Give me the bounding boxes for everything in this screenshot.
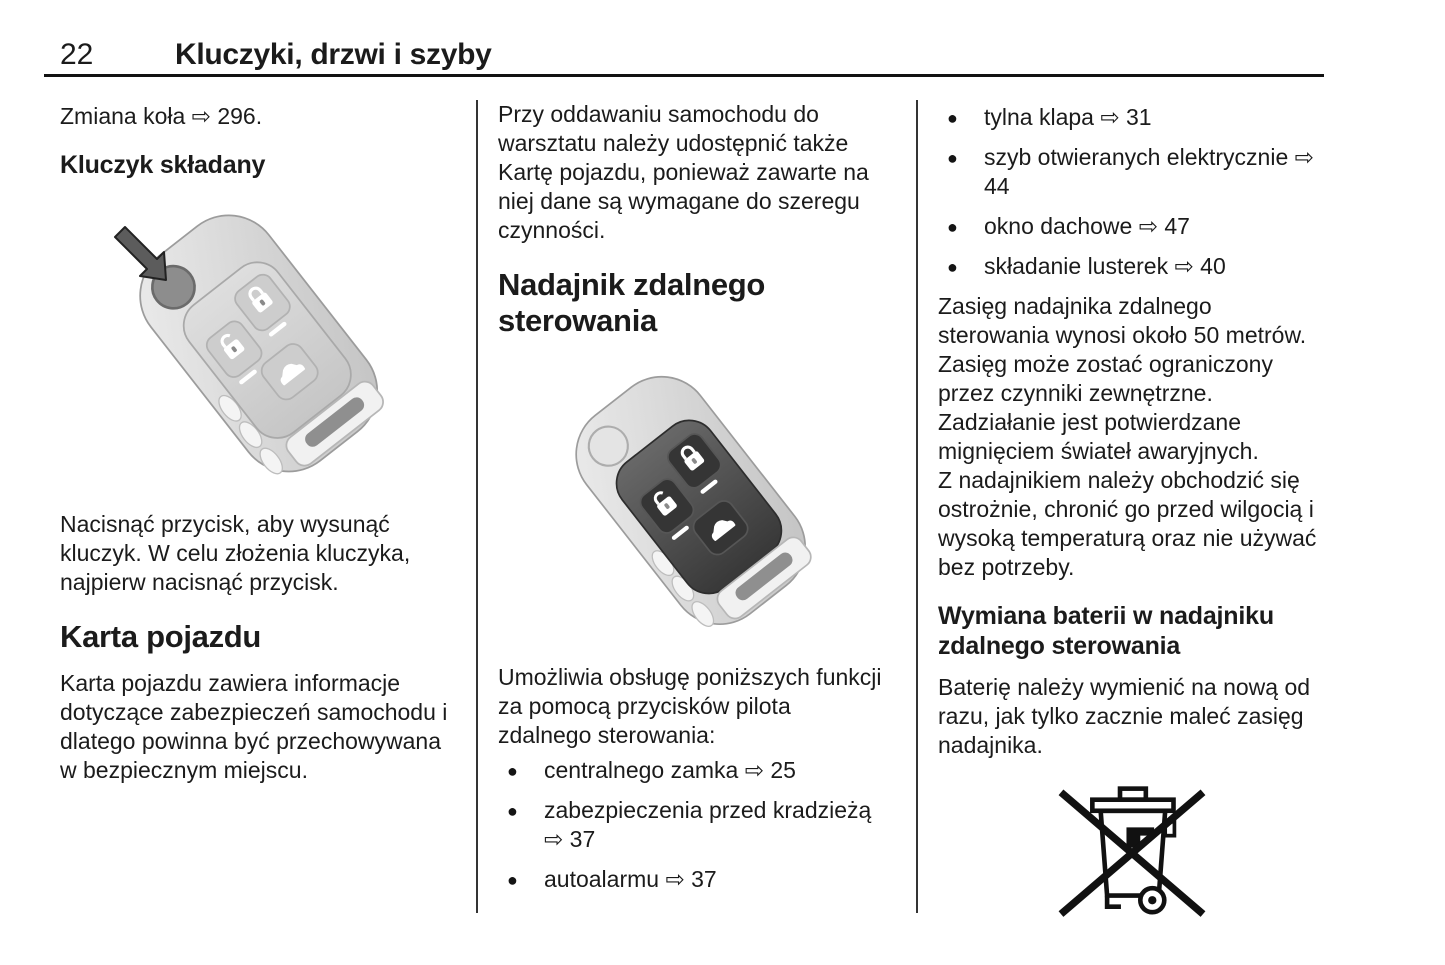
folding-key-illustration bbox=[60, 192, 452, 498]
release-button-arrow-icon bbox=[115, 227, 166, 280]
paragraph-battery: Baterię należy wymienić na nową od razu, jak tylko zacznie maleć zasięg nadajnika. bbox=[938, 674, 1311, 758]
bullet-text: szyb otwieranych elektrycznie ⇨ 44 bbox=[984, 144, 1314, 199]
bullet-text: zabezpieczenia przed kradzieżą ⇨ 37 bbox=[544, 797, 872, 852]
column-middle bbox=[498, 100, 886, 905]
heading-vehicle-card: Karta pojazdu bbox=[60, 619, 262, 654]
list-item bbox=[938, 143, 1326, 201]
bullet-text: autoalarmu ⇨ 37 bbox=[544, 866, 717, 892]
paragraph-press-button: Nacisnąć przycisk, aby wysunąć kluczyk. W celu złożenia kluczyka, najpierw nacisnąć przycisk. bbox=[60, 511, 411, 595]
paragraph-wheel-change: Zmiana koła ⇨ 296. bbox=[60, 103, 263, 129]
paragraph-range: Zasięg nadajnika zdalnego sterowania wynosi około 50 metrów. Zasięg może zostać ograniczony przez czynniki zewnętrzne. Zadziałanie jest potwierdzane mignięciem świateł awaryjnych. bbox=[938, 293, 1307, 464]
figure-remote-key bbox=[498, 353, 886, 653]
remote-key-illustration bbox=[498, 353, 884, 653]
column-divider-left bbox=[476, 100, 478, 913]
header-rule bbox=[44, 74, 1324, 77]
heading-remote-control: Nadajnik zdalnego sterowania bbox=[498, 267, 766, 338]
column-divider-right bbox=[916, 100, 918, 913]
figure-weee-symbol bbox=[1049, 772, 1215, 927]
list-item bbox=[938, 103, 1326, 132]
paragraph-workshop: Przy oddawaniu samochodu do warsztatu należy udostępnić także Kartę pojazdu, ponieważ zawarte na niej dane są wymagane do szeregu czynności. bbox=[498, 101, 869, 243]
page-number: 22 bbox=[60, 38, 94, 71]
list-item bbox=[938, 212, 1326, 241]
list-item bbox=[498, 756, 886, 785]
list-item bbox=[498, 865, 886, 894]
page-header bbox=[60, 38, 492, 72]
list-item bbox=[498, 796, 886, 854]
paragraph-care: Z nadajnikiem należy obchodzić się ostrożnie, chronić go przed wilgocią i wysoką temperaturą oraz nie używać bez potrzeby. bbox=[938, 467, 1317, 580]
bullet-text: tylna klapa ⇨ 31 bbox=[984, 104, 1152, 130]
crossed-out-wheelie-bin-icon bbox=[1049, 772, 1215, 927]
bullet-text: okno dachowe ⇨ 47 bbox=[984, 213, 1190, 239]
remote-functions-list bbox=[498, 756, 886, 894]
heading-battery-replacement: Wymiana baterii w nadajniku zdalnego sterowania bbox=[938, 602, 1274, 660]
bullet-text: centralnego zamka ⇨ 25 bbox=[544, 757, 796, 783]
list-item bbox=[938, 252, 1326, 281]
column-right bbox=[938, 100, 1326, 927]
heading-folding-key: Kluczyk składany bbox=[60, 151, 266, 179]
remote-functions-list-continued bbox=[938, 103, 1326, 281]
paragraph-vehicle-card: Karta pojazdu zawiera informacje dotyczące zabezpieczeń samochodu i dlatego powinna być przechowywana w bezpiecznym miejscu. bbox=[60, 670, 448, 783]
column-left bbox=[60, 100, 458, 785]
figure-folding-key bbox=[60, 192, 458, 498]
key-body bbox=[120, 195, 398, 492]
chapter-title: Kluczyki, drzwi i szyby bbox=[175, 38, 492, 71]
paragraph-remote-functions: Umożliwia obsługę poniższych funkcji za pomocą przycisków pilota zdalnego sterowania: bbox=[498, 664, 882, 748]
bullet-text: składanie lusterek ⇨ 40 bbox=[984, 253, 1226, 279]
